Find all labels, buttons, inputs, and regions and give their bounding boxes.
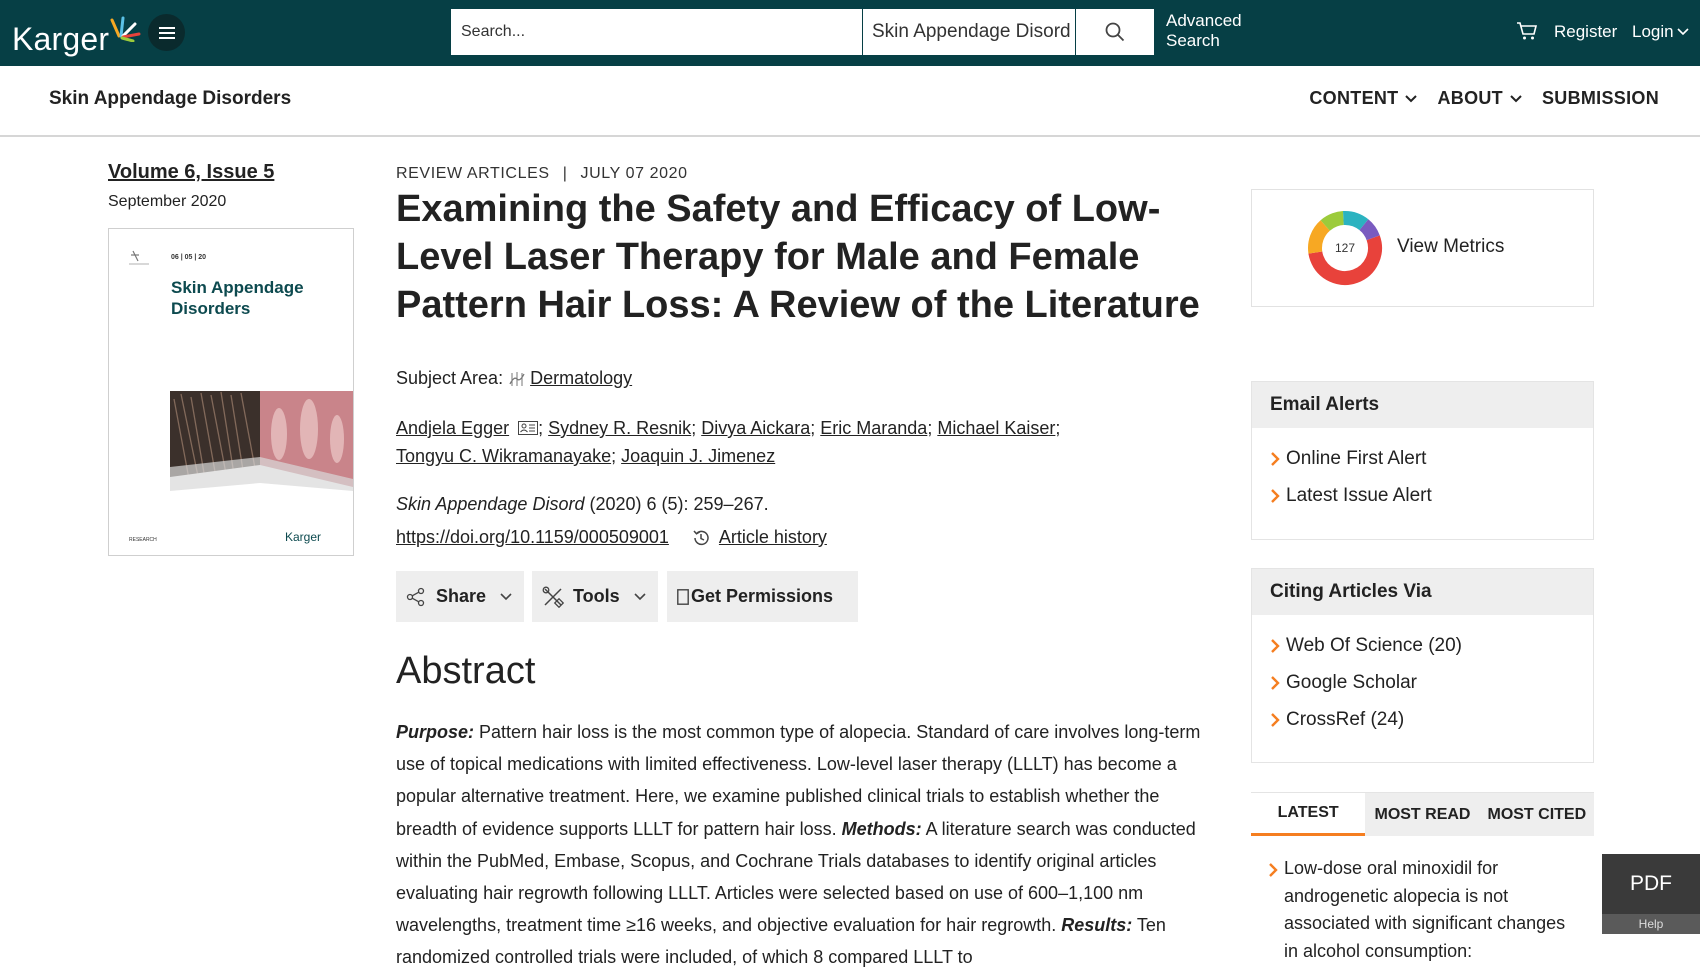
email-alerts-list (1252, 428, 1593, 526)
pdf-label: PDF (1630, 872, 1672, 895)
chevron-down-icon (1510, 95, 1522, 103)
login-label: Login (1632, 22, 1674, 41)
advanced-search-line1: Advanced (1166, 11, 1242, 30)
methods-label: Methods: (841, 818, 922, 839)
author-link[interactable]: Divya Aickara (701, 418, 811, 438)
email-alerts-heading: Email Alerts (1252, 382, 1593, 428)
issue-date: September 2020 (108, 193, 227, 210)
article-history-label: Article history (718, 527, 827, 547)
top-bar (0, 0, 1700, 66)
abstract-heading: Abstract (396, 650, 536, 692)
chevron-down-icon (1677, 28, 1689, 36)
google-scholar-link[interactable] (1270, 664, 1575, 701)
cover-footer-logo: Karger (285, 530, 322, 544)
journal-nav-bar (0, 66, 1700, 137)
chevron-down-icon (500, 593, 512, 601)
abstract-text (396, 716, 1216, 974)
latest-issue-alert-label: Latest Issue Alert (1286, 484, 1432, 506)
chevron-right-icon (1270, 488, 1280, 504)
crossref-link[interactable] (1270, 701, 1575, 738)
web-of-science-label: Web Of Science (20) (1286, 634, 1463, 656)
karger-burst-icon (107, 16, 141, 42)
metrics-widget (1251, 189, 1594, 307)
author-link[interactable]: Eric Maranda (820, 418, 928, 438)
nav-content[interactable] (1309, 88, 1417, 109)
chevron-right-icon (1270, 451, 1280, 467)
purpose-label: Purpose: (396, 722, 475, 742)
register-link[interactable]: Register (1554, 22, 1618, 41)
journal-nav-menu (1309, 88, 1659, 109)
issue-cover-image[interactable] (108, 228, 354, 556)
chevron-right-icon (1270, 712, 1280, 728)
search-scope-select[interactable] (863, 9, 1075, 55)
author-link[interactable]: Sydney R. Resnik (548, 418, 692, 438)
latest-issue-alert-link[interactable] (1270, 477, 1575, 514)
citing-articles-list (1252, 615, 1593, 750)
nav-about[interactable] (1437, 88, 1522, 109)
citation (396, 494, 769, 515)
hamburger-icon (159, 26, 175, 40)
logo-text: Karger (12, 21, 110, 57)
results-text: Ten randomized controlled trials were included, of which 8 compared LLLT to (396, 915, 1166, 968)
share-button[interactable] (396, 571, 524, 622)
article-list-tabs (1251, 792, 1594, 836)
subject-link[interactable]: Dermatology (530, 368, 633, 388)
chevron-down-icon (1405, 95, 1417, 103)
crossref-label: CrossRef (24) (1286, 708, 1405, 730)
pdf-download-button[interactable] (1602, 854, 1700, 934)
author-link[interactable]: Andjela Egger (396, 418, 510, 438)
tools-button[interactable] (532, 571, 658, 622)
doi-row (396, 527, 827, 548)
chevron-down-icon (634, 593, 646, 601)
share-icon (406, 587, 426, 607)
tools-label: Tools (573, 586, 620, 606)
cover-footer-left: RESEARCH (129, 537, 157, 543)
article-date: JULY 07 2020 (580, 165, 688, 182)
latest-article-title: Low-dose oral minoxidil for androgenetic alopecia is not associated with significant changes in alcohol consumption: (1284, 858, 1566, 961)
journal-name[interactable]: Skin Appendage Disorders (49, 88, 292, 109)
cover-title-line1: Skin Appendage (171, 278, 304, 297)
methods-text: A literature search was conducted within the PubMed, Embase, Scopus, and Cochrane Trials databases to identify original articles evaluating hair regrowth following LLLT. Articles were selected based on use of 600–1,100 nm wavelengths, treatment time ≥16 weeks, and objective evaluation for hair regrowth. (396, 818, 1196, 936)
cover-title-line2: Disorders (171, 299, 251, 318)
chevron-right-icon (1270, 675, 1280, 691)
online-first-alert-label: Online First Alert (1286, 447, 1427, 469)
search-button[interactable] (1076, 9, 1154, 55)
nav-submission-label: SUBMISSION (1541, 88, 1659, 108)
view-metrics-link[interactable]: View Metrics (1397, 236, 1505, 257)
get-permissions-button[interactable] (667, 571, 858, 622)
search-input[interactable] (451, 9, 862, 55)
tab-latest[interactable]: LATEST (1251, 793, 1365, 836)
tab-most-cited[interactable]: MOST CITED (1480, 793, 1594, 836)
contact-card-icon[interactable] (518, 421, 538, 435)
article-history-link[interactable] (691, 527, 827, 548)
get-permissions-label: Get Permissions (691, 586, 834, 606)
help-button[interactable]: Help (1602, 914, 1700, 934)
article-title: Examining the Safety and Efficacy of Low-Level Laser Therapy for Male and Female Pattern Hair Loss: A Review of the Literature (396, 188, 1200, 326)
latest-article-link[interactable] (1268, 855, 1578, 965)
altmetric-donut[interactable] (1307, 210, 1383, 286)
search-icon (1105, 22, 1125, 42)
article-meta (396, 165, 688, 183)
author-link[interactable]: Michael Kaiser (937, 418, 1056, 438)
meta-separator: | (562, 165, 568, 182)
web-of-science-link[interactable] (1270, 627, 1575, 664)
online-first-alert-link[interactable] (1270, 440, 1575, 477)
doi-link[interactable]: https://doi.org/10.1159/000509001 (396, 527, 669, 547)
tab-most-read[interactable]: MOST READ (1365, 793, 1479, 836)
purpose-text: Pattern hair loss is the most common type of alopecia. Standard of care involves long-term use of topical medications with limited effectiveness. Low-level laser therapy (LLLT) has become a popular alternative treatment. Here, we examine published clinical trials to establish whether the breadth of evidence supports LLLT for pattern hair loss. (396, 722, 1201, 839)
google-scholar-label: Google Scholar (1286, 671, 1417, 693)
nav-submission[interactable] (1542, 88, 1659, 109)
author-list: Andjela Egger ; Sydney R. Resnik; Divya Aickara; Eric Maranda; Michael Kaiser; Tongyu C. Wikramanayake; Joaquin J. Jimenez (396, 418, 1061, 466)
share-label: Share (436, 586, 487, 606)
chevron-right-icon (1268, 862, 1278, 878)
author-link[interactable]: Tongyu C. Wikramanayake (396, 446, 612, 466)
citing-articles-panel (1251, 568, 1594, 763)
altmetric-score: 127 (1334, 241, 1356, 255)
author-link[interactable]: Joaquin J. Jimenez (621, 446, 776, 466)
cart-icon (1516, 21, 1538, 41)
tools-icon (542, 586, 564, 608)
main-menu-button[interactable] (148, 14, 185, 51)
chevron-right-icon (1270, 638, 1280, 654)
nav-content-label: CONTENT (1309, 88, 1399, 108)
nav-about-label: ABOUT (1437, 88, 1503, 108)
issue-link[interactable]: Volume 6, Issue 5 (108, 161, 275, 183)
history-icon (691, 528, 711, 548)
advanced-search-line2: Search (1166, 31, 1220, 50)
results-label: Results: (1061, 915, 1133, 936)
citation-journal: Skin Appendage Disord (396, 494, 585, 514)
search-scope-value: Skin Appendage Disord (872, 21, 1071, 42)
citation-details: (2020) 6 (5): 259–267. (584, 494, 769, 514)
cart-button[interactable] (1516, 21, 1538, 46)
dermatology-icon (508, 370, 526, 388)
cover-artwork (109, 229, 353, 555)
email-alerts-panel (1251, 381, 1594, 540)
cover-date: 06 | 05 | 20 (171, 254, 207, 261)
subject-label: Subject Area: (396, 368, 504, 388)
karger-logo[interactable] (12, 16, 141, 58)
permissions-icon (677, 589, 689, 605)
advanced-search-link[interactable] (1166, 11, 1242, 51)
login-menu[interactable] (1632, 22, 1689, 42)
subject-area (396, 368, 632, 389)
article-type[interactable]: REVIEW ARTICLES (396, 165, 550, 182)
citing-articles-heading: Citing Articles Via (1252, 569, 1593, 615)
